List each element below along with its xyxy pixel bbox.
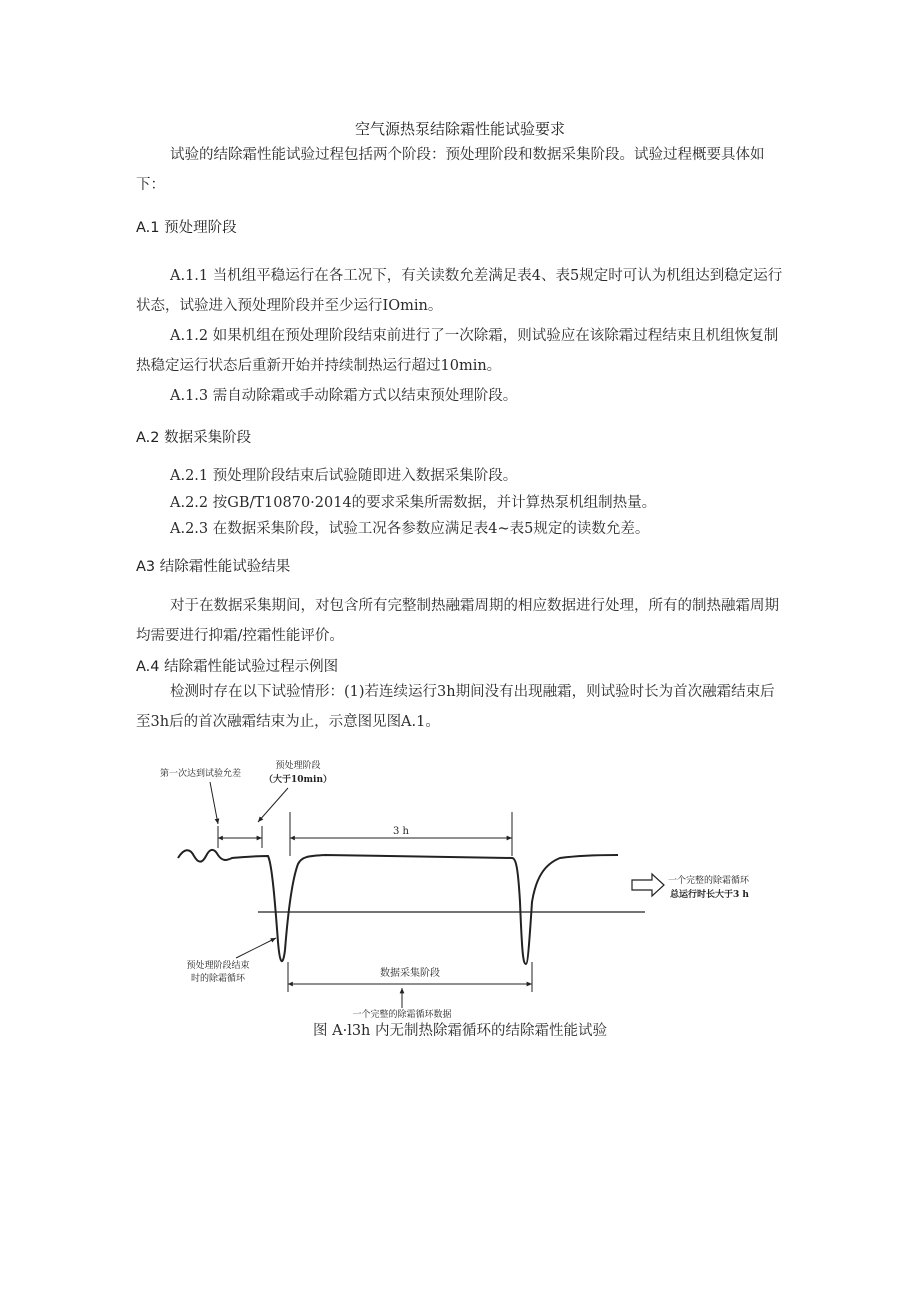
section-a3-text: 对于在数据采集期间，对包含所有完整制热融霜周期的相应数据进行处理，所有的制热融霜周期均需要进行抑霜/控霜性能评价。 xyxy=(136,598,779,644)
label-pretreat-end-1: 预处理阶段结束 xyxy=(186,961,250,971)
label-pretreat-duration: （大于10min） xyxy=(263,775,333,785)
document-title: 空气源热泵结除霜性能试验要求 xyxy=(354,120,565,138)
section-a2-heading: A.2 数据采集阶段 xyxy=(136,430,252,446)
section-a4-text: 检测时存在以下试验情形：(1)若连续运行3h期间没有出现融霜，则试验时长为首次融霜结束后至3h后的首次融霜结束为止，示意图见图A.1。 xyxy=(136,684,775,730)
label-pretreat: 预处理阶段 xyxy=(275,761,321,771)
label-right-1: 一个完整的除霜循环 xyxy=(668,876,750,886)
item-a2-3: A.2.3 在数据采集阶段，试验工况各参数应满足表4~表5规定的读数允差。 xyxy=(170,521,650,537)
label-right-2: 总运行时长大于3 h xyxy=(670,890,749,900)
defrost-process-diagram xyxy=(140,752,780,1022)
label-3h: 3 h xyxy=(393,826,409,837)
label-pretreat-end-2: 时的除霜循环 xyxy=(190,974,246,984)
section-a4-heading: A.4 结除霜性能试验过程示例图 xyxy=(136,659,339,675)
label-first-tolerance: 第一次达到试验允差 xyxy=(160,769,242,779)
section-a3-heading: A3 结除霜性能试验结果 xyxy=(136,559,291,575)
item-a1-1: A.1.1 当机组平稳运行在各工况下，有关读数允差满足表4、表5规定时可认为机组达到稳定运行状态，试验进入预处理阶段并至少运行IOmin。 xyxy=(136,268,783,314)
performance-curve xyxy=(178,850,618,964)
right-hollow-arrow xyxy=(632,874,664,896)
item-a1-2: A.1.2 如果机组在预处理阶段结束前进行了一次除霜，则试验应在该除霜过程结束且机组恢复制热稳定运行状态后重新开始并持续制热运行超过10min。 xyxy=(136,328,779,374)
label-full-cycle-data: 一个完整的除霜循环数据 xyxy=(352,1010,452,1020)
intro-paragraph: 试验的结除霜性能试验过程包括两个阶段：预处理阶段和数据采集阶段。试验过程概要具体如下： xyxy=(136,147,765,193)
item-a2-1: A.2.1 预处理阶段结束后试验随即进入数据采集阶段。 xyxy=(170,468,518,484)
item-a1-3: A.1.3 需自动除霜或手动除霜方式以结束预处理阶段。 xyxy=(170,388,518,404)
label-data-collection: 数据采集阶段 xyxy=(380,968,440,979)
section-a1-heading: A.1 预处理阶段 xyxy=(136,220,237,236)
figure-caption: 图 A·l3h 内无制热除霜循环的结除霜性能试验 xyxy=(313,1023,607,1039)
item-a2-2: A.2.2 按GB/T10870·2014的要求采集所需数据，并计算热泵机组制热量。 xyxy=(170,495,657,511)
